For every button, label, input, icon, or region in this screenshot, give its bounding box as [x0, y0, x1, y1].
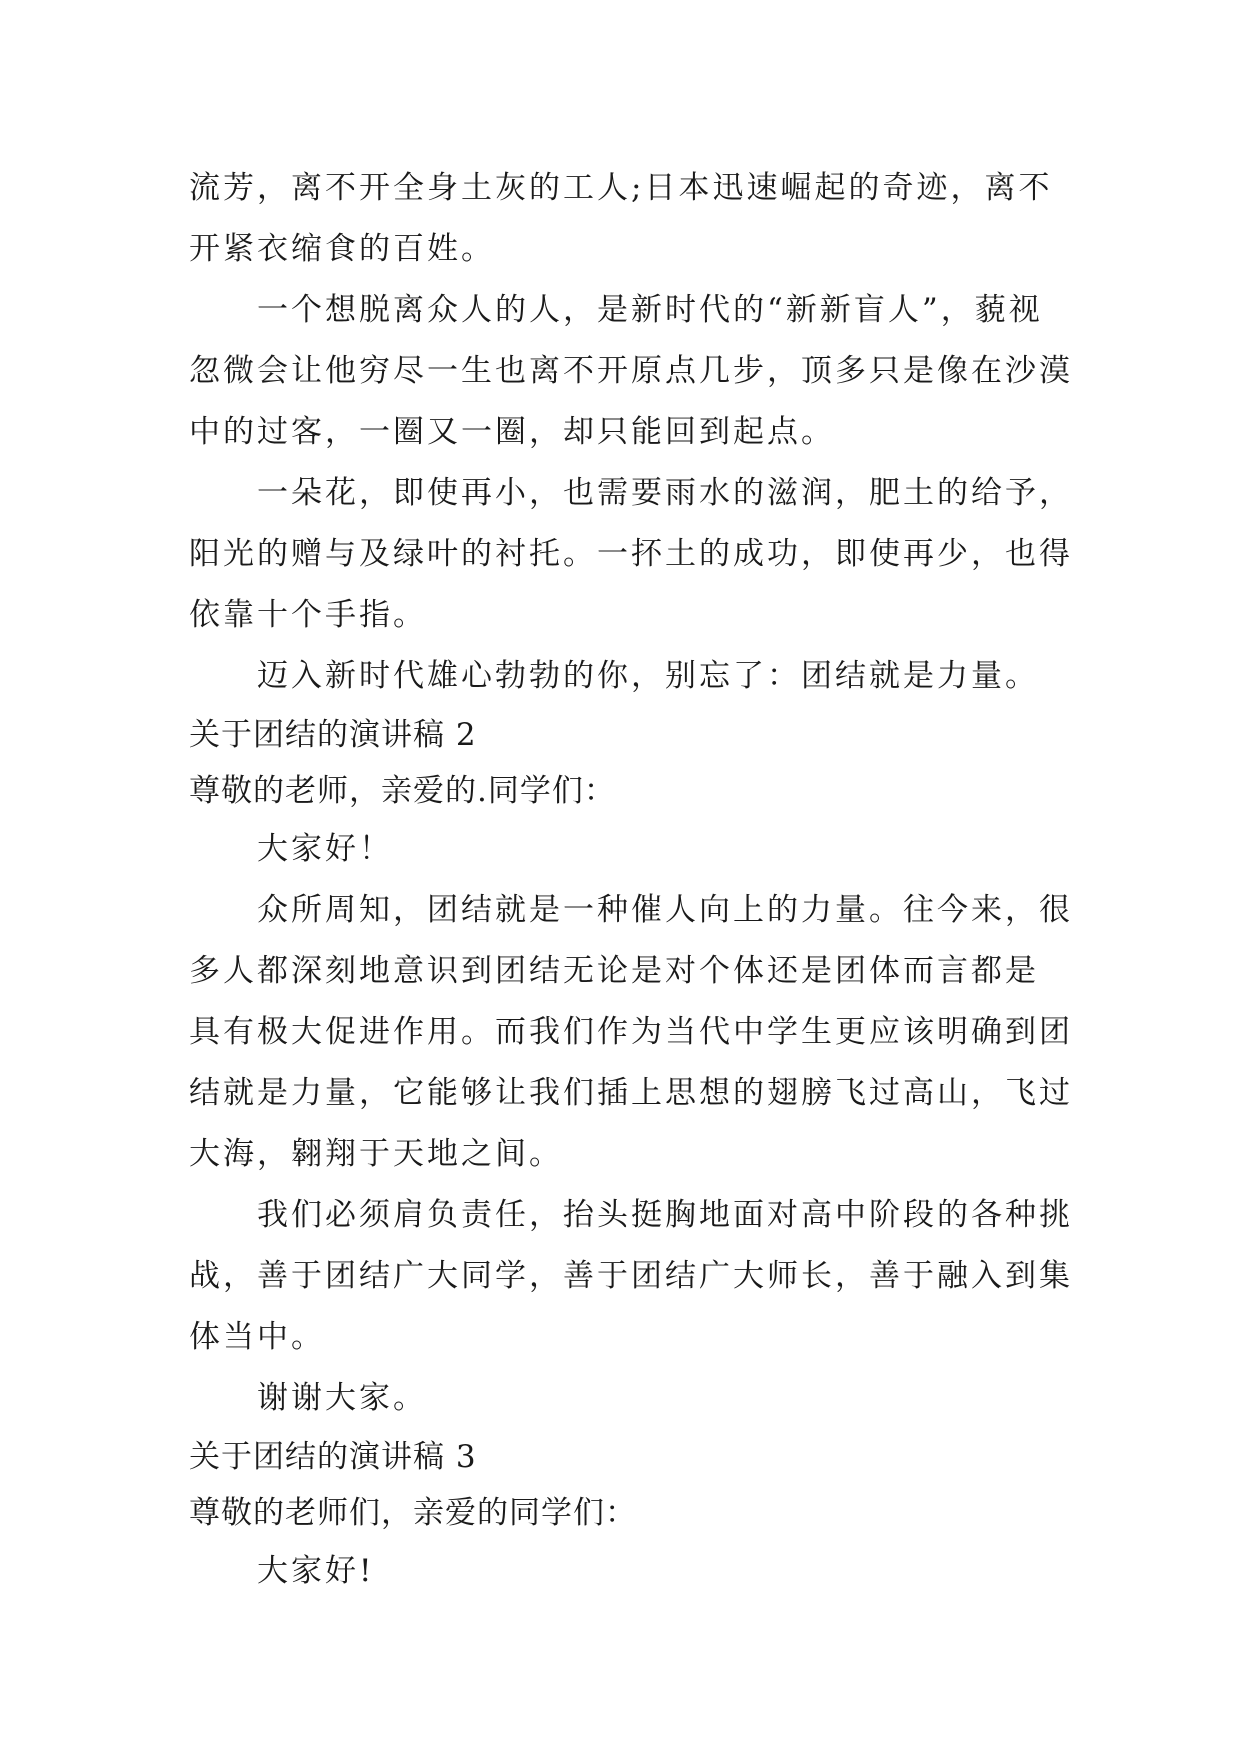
text-line: 我们必须肩负责任，抬头挺胸地面对高中阶段的各种挑: [257, 1197, 1073, 1233]
document-body: [189, 158, 1073, 1602]
section-heading: 尊敬的老师们，亲爱的同学们：: [189, 1495, 637, 1531]
text-line: 中的过客，一圈又一圈，却只能回到起点。: [189, 414, 835, 450]
text-line: 迈入新时代雄心勃勃的你，别忘了：团结就是力量。: [257, 658, 1039, 694]
section-heading: 尊敬的老师，亲爱的.同学们：: [189, 773, 616, 809]
text-line: 结就是力量，它能够让我们插上思想的翅膀飞过高山，飞过: [189, 1075, 1073, 1111]
text-line: 具有极大促进作用。而我们作为当代中学生更应该明确到团: [189, 1014, 1073, 1050]
text-line: 大家好！: [257, 831, 393, 867]
text-line: 忽微会让他穷尽一生也离不开原点几步，顶多只是像在沙漠: [189, 353, 1073, 389]
text-line: 阳光的赠与及绿叶的衬托。一抔土的成功，即使再少，也得: [189, 536, 1073, 572]
text-line: 一朵花，即使再小，也需要雨水的滋润，肥土的给予，: [257, 475, 1073, 511]
text-line: 依靠十个手指。: [189, 597, 427, 633]
text-line: 流芳，离不开全身土灰的工人;日本迅速崛起的奇迹，离不: [189, 170, 1053, 206]
text-line: 体当中。: [189, 1319, 325, 1355]
section-heading: 关于团结的演讲稿 2: [189, 717, 477, 753]
text-line: 开紧衣缩食的百姓。: [189, 231, 495, 267]
text-line: 谢谢大家。: [257, 1380, 427, 1416]
text-line: 大海，翱翔于天地之间。: [189, 1136, 563, 1172]
text-line: 众所周知，团结就是一种催人向上的力量。往今来，很: [257, 892, 1073, 928]
text-line: 多人都深刻地意识到团结无论是对个体还是团体而言都是: [189, 953, 1039, 989]
text-line: 大家好!: [257, 1553, 375, 1589]
section-heading: 关于团结的演讲稿 3: [189, 1439, 477, 1475]
text-line: 一个想脱离众人的人，是新时代的“新新盲人”，藐视: [257, 292, 1043, 328]
text-line: 战，善于团结广大同学，善于团结广大师长，善于融入到集: [189, 1258, 1073, 1294]
